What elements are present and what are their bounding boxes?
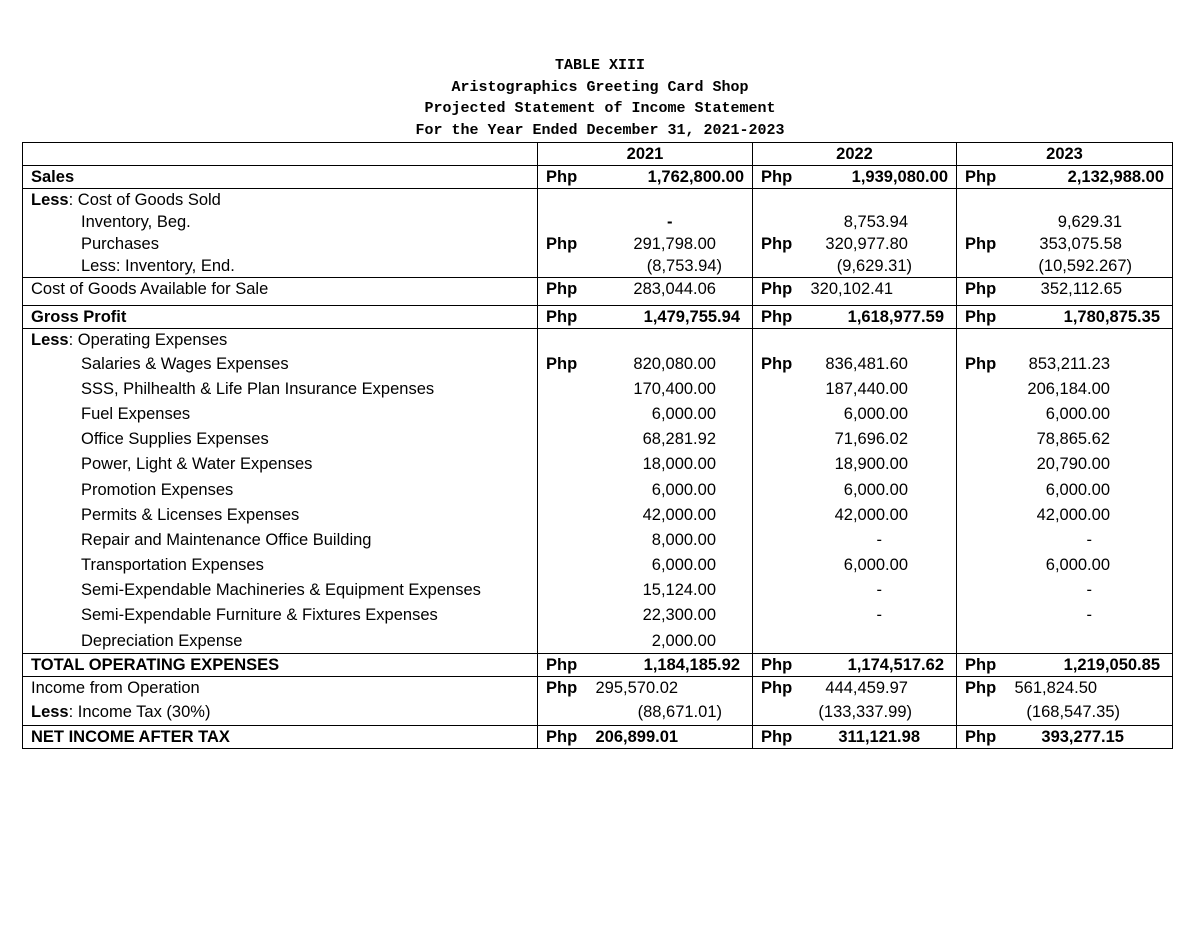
- gross-profit-2021: 1,479,755.94: [588, 306, 753, 329]
- currency: Php: [753, 726, 803, 749]
- currency: Php: [538, 166, 588, 189]
- income-operation-label: Income from Operation: [23, 677, 538, 700]
- opex-item-label: Fuel Expenses: [23, 401, 538, 426]
- less-label: Less: [31, 331, 69, 349]
- opex-item-2023: [1007, 628, 1173, 654]
- currency: Php: [538, 278, 588, 306]
- opex-item-label: Permits & Licenses Expenses: [23, 502, 538, 527]
- opex-item-row: [23, 452, 1173, 477]
- opex-item-2022: -: [803, 527, 957, 552]
- opex-item-2021: 68,281.92: [588, 427, 753, 452]
- opex-item-2023: -: [1007, 578, 1173, 603]
- inventory-end-2021: (8,753.94): [588, 255, 753, 278]
- opex-item-row: [23, 351, 1173, 376]
- net-income-2022: 311,121.98: [803, 726, 957, 749]
- opex-item-row: [23, 553, 1173, 578]
- currency: Php: [761, 354, 793, 373]
- inventory-beg-2021: -: [588, 211, 753, 233]
- report-header: [0, 55, 1200, 141]
- opex-item-2021: 6,000.00: [588, 477, 753, 502]
- opex-item-2021: 170,400.00: [588, 376, 753, 401]
- sales-2023: 2,132,988.00: [1007, 166, 1173, 189]
- opex-item-2023: 206,184.00: [1007, 376, 1173, 401]
- opex-item-2021: 6,000.00: [588, 401, 753, 426]
- currency: Php: [753, 654, 803, 677]
- opex-item-2023: -: [1007, 527, 1173, 552]
- opex-item-label: SSS, Philhealth & Life Plan Insurance Expenses: [23, 376, 538, 401]
- currency: Php: [957, 677, 1007, 700]
- opex-item-2022: 836,481.60: [803, 351, 957, 376]
- inventory-end-row: [23, 255, 1173, 278]
- total-opex-2021: 1,184,185.92: [588, 654, 753, 677]
- statement-period: For the Year Ended December 31, 2021-2023: [415, 121, 785, 139]
- gross-profit-2023: 1,780,875.35: [1007, 306, 1173, 329]
- purchases-2021: 291,798.00: [588, 233, 753, 255]
- currency: Php: [957, 166, 1007, 189]
- company-name: Aristographics Greeting Card Shop: [451, 78, 749, 96]
- opex-item-2022: 187,440.00: [803, 376, 957, 401]
- opex-item-label: Salaries & Wages Expenses: [23, 351, 538, 376]
- cogs-heading: [23, 189, 538, 212]
- cogs-available-2022: 320,102.41: [803, 278, 957, 306]
- opex-item-2022: 42,000.00: [803, 502, 957, 527]
- currency: Php: [538, 726, 588, 749]
- opex-item-row: [23, 427, 1173, 452]
- opex-item-label: Transportation Expenses: [23, 553, 538, 578]
- purchases-2023: 353,075.58: [1007, 233, 1173, 255]
- opex-item-2023: 20,790.00: [1007, 452, 1173, 477]
- net-income-2021: 206,899.01: [588, 726, 753, 749]
- opex-item-row: [23, 376, 1173, 401]
- currency: Php: [753, 677, 803, 700]
- opex-item-row: [23, 578, 1173, 603]
- currency: Php: [761, 235, 793, 253]
- currency: Php: [538, 677, 588, 700]
- gross-profit-2022: 1,618,977.59: [803, 306, 957, 329]
- opex-item-2023: 853,211.23: [1007, 351, 1173, 376]
- opex-item-2021: 22,300.00: [588, 603, 753, 628]
- year-2022: 2022: [753, 143, 957, 166]
- opex-item-2023: 42,000.00: [1007, 502, 1173, 527]
- gross-profit-row: [23, 306, 1173, 329]
- purchases-2022: 320,977.80: [803, 233, 957, 255]
- opex-item-2021: 8,000.00: [588, 527, 753, 552]
- total-opex-2022: 1,174,517.62: [803, 654, 957, 677]
- opex-item-2023: 6,000.00: [1007, 477, 1173, 502]
- opex-item-row: [23, 502, 1173, 527]
- opex-item-2021: 820,080.00: [588, 351, 753, 376]
- income-tax-2022: (133,337.99): [803, 699, 957, 726]
- currency: Php: [753, 306, 803, 329]
- currency: Php: [753, 166, 803, 189]
- year-2023: 2023: [957, 143, 1173, 166]
- opex-item-2021: 42,000.00: [588, 502, 753, 527]
- opex-item-2022: 18,900.00: [803, 452, 957, 477]
- opex-item-label: Office Supplies Expenses: [23, 427, 538, 452]
- opex-item-2022: 71,696.02: [803, 427, 957, 452]
- gross-profit-label: Gross Profit: [23, 306, 538, 329]
- cogs-label: : Cost of Goods Sold: [68, 191, 221, 209]
- opex-item-2022: -: [803, 578, 957, 603]
- currency: Php: [965, 235, 997, 253]
- opex-item-row: [23, 477, 1173, 502]
- opex-item-2022: -: [803, 603, 957, 628]
- currency: Php: [546, 354, 578, 373]
- opex-heading: [23, 329, 538, 352]
- year-2021: 2021: [538, 143, 753, 166]
- opex-item-row: [23, 401, 1173, 426]
- inventory-end-label: Less: Inventory, End.: [23, 255, 538, 278]
- purchases-label: Purchases: [23, 233, 538, 255]
- net-income-label: NET INCOME AFTER TAX: [23, 726, 538, 749]
- income-tax-label: : Income Tax (30%): [68, 703, 211, 722]
- opex-item-2022: [803, 628, 957, 654]
- income-operation-2021: 295,570.02: [588, 677, 753, 700]
- currency: Php: [753, 278, 803, 306]
- inventory-beg-row: [23, 211, 1173, 233]
- opex-item-2021: 6,000.00: [588, 553, 753, 578]
- opex-heading-row: [23, 329, 1173, 352]
- currency: Php: [538, 306, 588, 329]
- opex-item-label: Semi-Expendable Furniture & Fixtures Expenses: [23, 603, 538, 628]
- cogs-available-2021: 283,044.06: [588, 278, 753, 306]
- opex-item-2023: 78,865.62: [1007, 427, 1173, 452]
- income-tax-2021: (88,671.01): [588, 699, 753, 726]
- opex-item-label: Repair and Maintenance Office Building: [23, 527, 538, 552]
- opex-item-2023: 6,000.00: [1007, 553, 1173, 578]
- income-statement-table: [22, 142, 1173, 749]
- currency: Php: [957, 726, 1007, 749]
- statement-title: Projected Statement of Income Statement: [424, 100, 776, 117]
- table-number: TABLE XIII: [554, 57, 645, 74]
- opex-item-label: Promotion Expenses: [23, 477, 538, 502]
- opex-item-label: Power, Light & Water Expenses: [23, 452, 538, 477]
- inventory-end-2023: (10,592.267): [1007, 255, 1173, 278]
- opex-item-2023: -: [1007, 603, 1173, 628]
- sales-2021: 1,762,800.00: [588, 166, 753, 189]
- opex-item-2022: 6,000.00: [803, 401, 957, 426]
- purchases-row: [23, 233, 1173, 255]
- opex-item-row: [23, 527, 1173, 552]
- currency: Php: [538, 654, 588, 677]
- cogs-heading-row: [23, 189, 1173, 212]
- cogs-available-label: Cost of Goods Available for Sale: [23, 278, 538, 306]
- income-operation-2023: 561,824.50: [1007, 677, 1173, 700]
- currency: Php: [957, 278, 1007, 306]
- inventory-beg-label: Inventory, Beg.: [23, 211, 538, 233]
- opex-item-row: [23, 603, 1173, 628]
- less-label: Less: [31, 703, 69, 722]
- currency: Php: [957, 654, 1007, 677]
- opex-item-label: Semi-Expendable Machineries & Equipment Expenses: [23, 578, 538, 603]
- inventory-end-2022: (9,629.31): [803, 255, 957, 278]
- opex-item-row: [23, 628, 1173, 654]
- inventory-beg-2022: 8,753.94: [803, 211, 957, 233]
- opex-label: : Operating Expenses: [68, 331, 228, 349]
- income-tax-cell: [23, 699, 538, 726]
- opex-item-2021: 15,124.00: [588, 578, 753, 603]
- opex-item-label: Depreciation Expense: [23, 628, 538, 654]
- total-opex-row: [23, 654, 1173, 677]
- currency: Php: [546, 235, 578, 253]
- year-header-row: [23, 143, 1173, 166]
- currency: Php: [965, 354, 997, 373]
- income-operation-2022: 444,459.97: [803, 677, 957, 700]
- opex-item-2022: 6,000.00: [803, 477, 957, 502]
- less-label: Less: [31, 191, 69, 209]
- currency: Php: [957, 306, 1007, 329]
- net-income-row: [23, 726, 1173, 749]
- cogs-available-2023: 352,112.65: [1007, 278, 1173, 306]
- opex-item-2022: 6,000.00: [803, 553, 957, 578]
- income-tax-2023: (168,547.35): [1007, 699, 1173, 726]
- sales-label: Sales: [23, 166, 538, 189]
- opex-item-2021: 18,000.00: [588, 452, 753, 477]
- income-operation-row: [23, 677, 1173, 700]
- net-income-2023: 393,277.15: [1007, 726, 1173, 749]
- inventory-beg-2023: 9,629.31: [1007, 211, 1173, 233]
- opex-item-2021: 2,000.00: [588, 628, 753, 654]
- cogs-available-row: [23, 278, 1173, 306]
- opex-item-2023: 6,000.00: [1007, 401, 1173, 426]
- sales-row: [23, 166, 1173, 189]
- total-opex-label: TOTAL OPERATING EXPENSES: [23, 654, 538, 677]
- income-tax-row: [23, 699, 1173, 726]
- total-opex-2023: 1,219,050.85: [1007, 654, 1173, 677]
- sales-2022: 1,939,080.00: [803, 166, 957, 189]
